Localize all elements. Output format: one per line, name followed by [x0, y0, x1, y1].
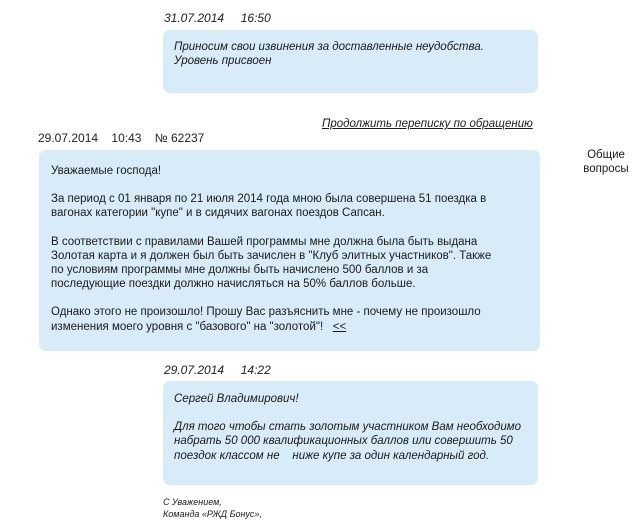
continue-correspondence-link[interactable]: Продолжить переписку по обращению — [322, 118, 533, 130]
reply2-text: Для того чтобы стать золотым участником Вам необходимо набрать 50 000 квалификационных баллов или совершить 50 поездок классом не ниже купе за один календарный год. — [174, 421, 522, 462]
reply1-date: 31.07.2014 — [164, 11, 225, 25]
message-paragraph-3: Однако этого не произошло! Прошу Вас разъяснить мне - почему не произошло изменения моего уровня с "базового" на "золотой"! << — [51, 306, 481, 333]
reply1-line: Уровень присвоен — [174, 55, 272, 68]
reply2-header — [164, 363, 271, 377]
message-greeting: Уважаемые господа! — [51, 165, 162, 177]
message-time: 10:43 — [111, 131, 142, 145]
reply1-header — [164, 11, 271, 25]
reply1-line: Приносим свои извинения за доставленные неудобства. — [174, 41, 484, 53]
collapse-link[interactable]: << — [332, 320, 347, 333]
reply2-date: 29.07.2014 — [164, 363, 225, 377]
signature: С Уважением, Команда «РЖД Бонус», — [163, 497, 262, 519]
message-paragraph-2: В соответствии с правилами Вашей программы мне должна была быть выдана Золотая карта и я должен был быть зачислен в "Клуб элитных участников". Также по условиям программы мне должны быть начислено 500 баллов и за последующие поездки должно начисляться на 50% баллов больше. — [51, 235, 492, 291]
message-header — [38, 131, 204, 145]
category-label: Общие вопросы — [583, 149, 629, 175]
reply2-time: 14:22 — [240, 363, 271, 377]
message-bubble — [39, 150, 540, 351]
message-number: № 62237 — [154, 131, 205, 145]
message-date: 29.07.2014 — [38, 131, 99, 145]
message-body — [51, 164, 528, 334]
reply2-greeting: Сергей Владимирович! — [174, 393, 299, 405]
reply1-text — [174, 40, 527, 68]
reply1-bubble — [163, 30, 538, 93]
reply1-time: 16:50 — [240, 11, 271, 25]
message-paragraph-1: За период с 01 января по 21 июля 2014 года мною была совершена 51 поездка в вагонах категории "купе" и в сидячих вагонах поездов Сапсан. — [51, 193, 487, 220]
reply2-body — [174, 392, 527, 463]
reply2-bubble — [163, 381, 538, 485]
